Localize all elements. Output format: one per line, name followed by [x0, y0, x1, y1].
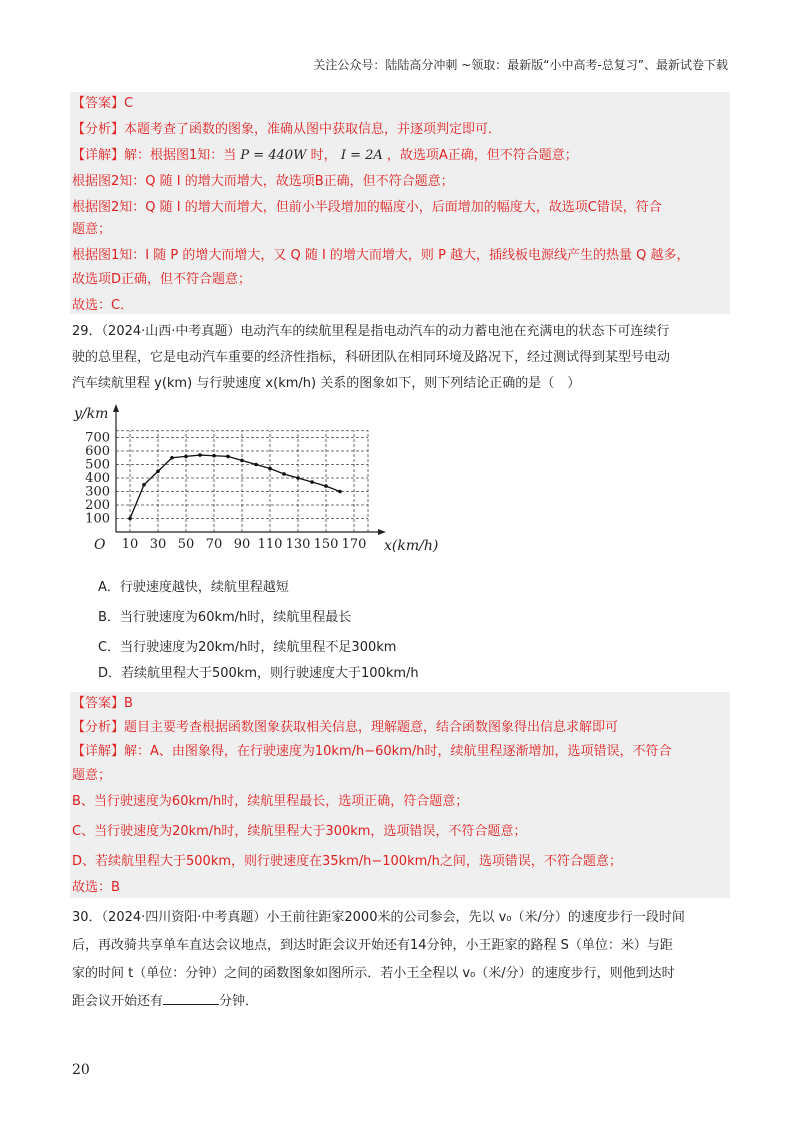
- q29-line3: 汽车续航里程 y(km) 与行驶速度 x(km/h) 关系的图象如下，则下列结论正确的是（ ）: [72, 376, 581, 391]
- data-point-130: [296, 476, 300, 480]
- answer-1: 【答案】C: [72, 96, 134, 111]
- data-point-70: [212, 454, 216, 458]
- q29-line2: 驶的总里程，它是电动汽车重要的经济性指标，科研团队在相同环境及路况下，经过测试得到某型号电动: [72, 350, 671, 365]
- x-tick-label-10: 10: [121, 537, 139, 552]
- y-tick-label-500: 500: [85, 457, 110, 473]
- detail-2-line4: C、当行驶速度为20km/h时，续航里程大于300km，选项错误，不符合题意；: [72, 824, 527, 839]
- y-tick-label-400: 400: [85, 471, 110, 486]
- y-tick-label-200: 200: [85, 498, 110, 513]
- x-tick-label-150: 150: [313, 537, 339, 552]
- data-point-20: [142, 483, 146, 487]
- y-tick-label-100: 100: [85, 511, 110, 527]
- q29-option-a: A．行驶速度越快，续航里程越短: [98, 580, 289, 595]
- detail-2-line5: D、若续航里程大于500km，则行驶速度在35km/h−100km/h之间，选项错误，不符合题意；: [72, 854, 622, 869]
- detail-1-text-a: 【详解】解：根据图1知：当: [72, 148, 237, 163]
- data-point-140: [310, 480, 314, 484]
- analysis-2: 【分析】题目主要考查根据函数图象获取相关信息，理解题意，结合函数图象得出信息求解即可: [72, 720, 619, 735]
- data-point-60: [198, 453, 202, 457]
- data-point-150: [324, 484, 328, 488]
- origin-label: O: [94, 537, 106, 553]
- detail-1-math-i: I = 2A: [340, 148, 383, 163]
- detail-1-text-c: 时，: [310, 148, 337, 163]
- range-speed-chart: [70, 400, 439, 570]
- detail-1-line5: 根据图1知：I 随 P 的增大而增大，又 Q 随 I 的增大而增大，则 P 越大，插线板电源线产生的热量 Q 越多，: [72, 248, 690, 263]
- q30-line4-end: 分钟．: [219, 994, 259, 1009]
- detail-1-line6: 故选项D正确，但不符合题意；: [72, 272, 252, 287]
- detail-2-line6: 故选：B: [72, 880, 120, 895]
- y-tick-label-600: 600: [85, 444, 110, 459]
- data-point-80: [226, 455, 230, 459]
- q29-option-b: B．当行驶速度为60km/h时，续航里程最长: [98, 610, 352, 625]
- q29-line1: 29．（2024·山西·中考真题）电动汽车的续航里程是指电动汽车的动力蓄电池在充满电的状态下可连续行: [72, 324, 670, 339]
- detail-2-line2: 题意；: [72, 768, 112, 783]
- q30-answer-blank: [163, 992, 219, 1005]
- data-point-40: [170, 456, 174, 460]
- y-tick-label-700: 700: [85, 430, 110, 446]
- data-point-90: [240, 459, 244, 463]
- q30-line2: 后，再改骑共享单车直达会议地点，到达时距会议开始还有14分钟，小王距家的路程 S（单位：米）与距: [72, 938, 673, 953]
- page-header: 关注公众号：陆陆高分冲刺 ~领取：最新版“小中高考-总复习”、最新试卷下载: [313, 58, 728, 72]
- x-axis-arrow: [378, 529, 386, 535]
- q30-line1: 30．（2024·四川资阳·中考真题）小王前往距家2000米的公司参会，先以 v₀（米/分）的速度步行一段时间: [72, 910, 685, 925]
- data-point-50: [184, 455, 188, 459]
- x-tick-label-30: 30: [149, 537, 167, 552]
- answer-2: 【答案】B: [72, 696, 133, 711]
- x-tick-label-130: 130: [285, 537, 311, 552]
- data-point-120: [282, 472, 286, 476]
- q30-line3: 家的时间 t（单位：分钟）之间的函数图象如图所示．若小王全程以 v₀（米/分）的速度步行，则他到达时: [72, 966, 675, 981]
- data-point-30: [156, 469, 160, 473]
- detail-1-line2: 根据图2知：Q 随 I 的增大而增大，故选项B正确，但不符合题意；: [72, 174, 454, 189]
- q30-line4-text: 距会议开始还有: [72, 994, 164, 1009]
- q30-line4: [72, 992, 258, 1012]
- detail-1-line7: 故选：C．: [72, 298, 134, 313]
- data-point-160: [338, 490, 342, 494]
- page-number: 20: [72, 1062, 90, 1078]
- detail-2-line3: B、当行驶速度为60km/h时，续航里程最长，选项正确，符合题意；: [72, 794, 469, 809]
- data-point-100: [254, 463, 258, 467]
- y-axis-label: y/km: [74, 406, 109, 422]
- y-tick-label-300: 300: [85, 484, 110, 500]
- x-tick-label-170: 170: [341, 537, 367, 552]
- detail-1-line3: 根据图2知：Q 随 I 的增大而增大，但前小半段增加的幅度小，后面增加的幅度大，故选项C错误，符合: [72, 200, 662, 215]
- y-axis-arrow: [113, 404, 119, 412]
- q29-option-c: C．当行驶速度为20km/h时，续航里程不足300km: [98, 640, 397, 655]
- q29-option-d: D．若续航里程大于500km，则行驶速度大于100km/h: [98, 666, 419, 681]
- detail-1-line4: 题意；: [72, 222, 112, 237]
- detail-1-text-e: ，故选项A正确，但不符合题意；: [386, 148, 578, 163]
- x-tick-label-50: 50: [177, 537, 195, 552]
- x-tick-label-70: 70: [205, 537, 223, 552]
- data-point-10: [128, 517, 132, 521]
- detail-2-line1: 【详解】解：A、由图象得，在行驶速度为10km/h−60km/h时，续航里程逐渐增加，选项错误，不符合: [72, 744, 672, 759]
- data-point-110: [268, 467, 272, 471]
- x-tick-label-90: 90: [233, 537, 251, 552]
- detail-1-math-p: P = 440W: [240, 148, 307, 163]
- x-axis-label: x(km/h): [384, 538, 439, 554]
- detail-1: [72, 146, 578, 166]
- x-tick-label-110: 110: [257, 537, 283, 552]
- analysis-1: 【分析】本题考查了函数的图象，准确从图中获取信息，并逐项判定即可．: [72, 122, 502, 137]
